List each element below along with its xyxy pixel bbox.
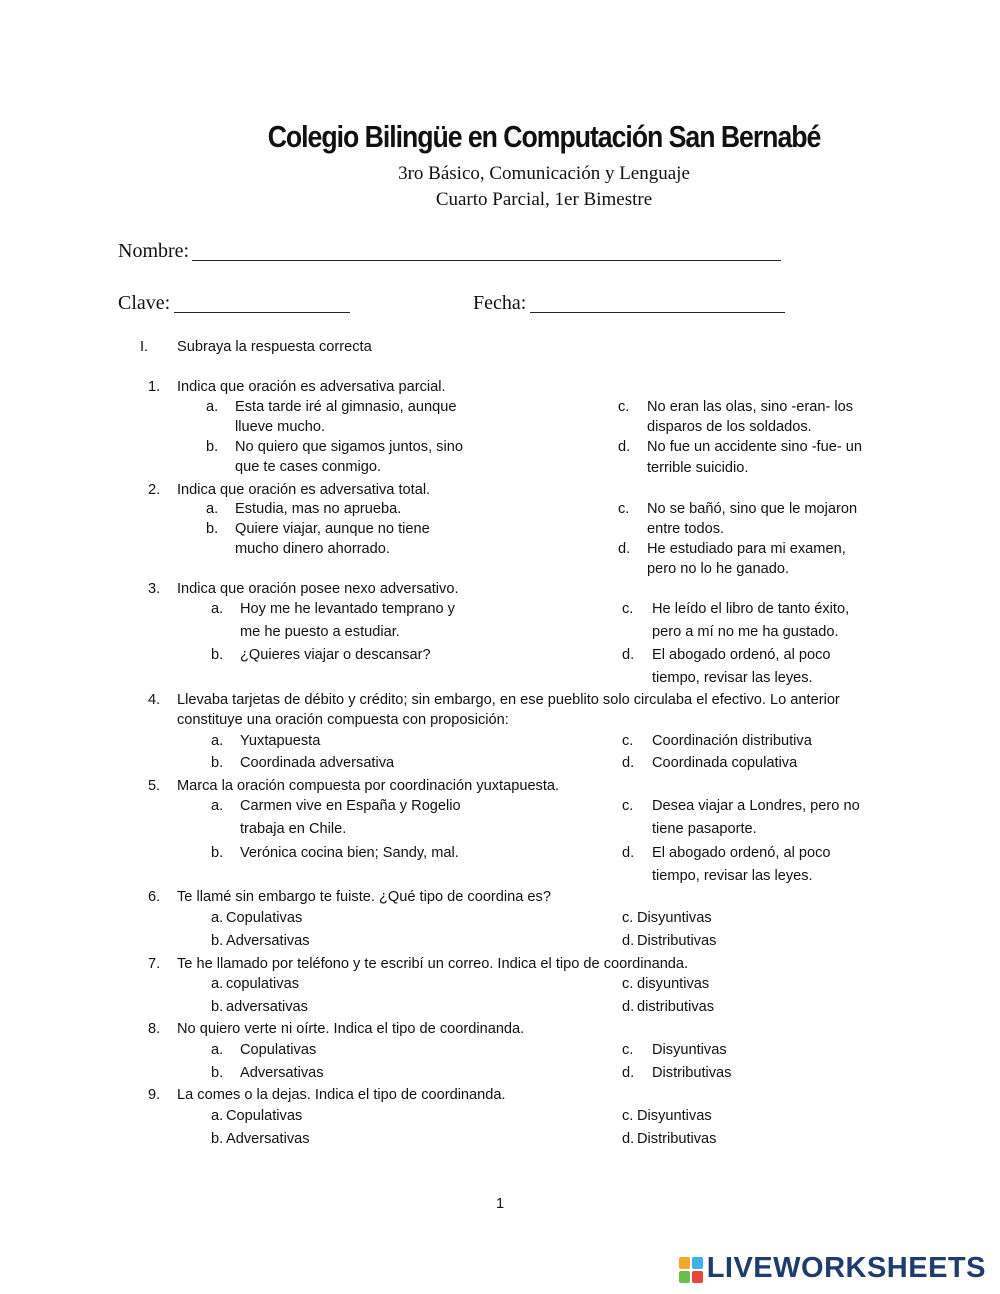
option-text[interactable]: Carmen vive en España y Rogelio	[240, 798, 461, 814]
option-text[interactable]: Distributivas	[637, 1131, 717, 1147]
option-text[interactable]: adversativas	[226, 999, 308, 1015]
option-text[interactable]: tiene pasaporte.	[652, 821, 757, 837]
option-letter[interactable]: d.	[622, 1065, 635, 1081]
option-text[interactable]: No eran las olas, sino -eran- los	[647, 399, 854, 415]
nombre-label: Nombre:	[118, 240, 190, 262]
option-letter[interactable]: b.	[211, 1065, 224, 1081]
option-text[interactable]: Distributivas	[652, 1065, 732, 1081]
option-text[interactable]: Quiere viajar, aunque no tiene	[235, 521, 430, 537]
option-letter[interactable]: b.	[206, 439, 219, 455]
option-text[interactable]: Adversativas	[226, 1131, 310, 1147]
option-text[interactable]: Verónica cocina bien; Sandy, mal.	[240, 845, 459, 861]
option-letter[interactable]: a.	[211, 733, 224, 749]
option-text[interactable]: Distributivas	[637, 933, 717, 949]
option-letter[interactable]: a.	[206, 501, 219, 517]
exam-line: Cuarto Parcial, 1er Bimestre	[435, 189, 653, 210]
option-text[interactable]: Coordinada copulativa	[652, 755, 798, 771]
option-letter[interactable]: d.	[622, 647, 635, 663]
page-number: 1	[496, 1196, 505, 1212]
question-text: No quiero verte ni oírte. Indica el tipo de coordinanda.	[177, 1021, 525, 1037]
question-text: Indica que oración es adversativa total.	[177, 482, 431, 498]
option-text[interactable]: Disyuntivas	[637, 1108, 712, 1124]
option-letter[interactable]: c.	[622, 1108, 634, 1124]
question-number: 7.	[148, 956, 161, 972]
option-text[interactable]: tiempo, revisar las leyes.	[652, 670, 813, 686]
option-text[interactable]: Adversativas	[226, 933, 310, 949]
option-letter[interactable]: d.	[622, 755, 635, 771]
question-text: Indica que oración posee nexo adversativo.	[177, 581, 459, 597]
option-text[interactable]: entre todos.	[647, 521, 725, 537]
option-letter[interactable]: b.	[211, 755, 224, 771]
option-text[interactable]: El abogado ordenó, al poco	[652, 647, 831, 663]
option-text[interactable]: ¿Quieres viajar o descansar?	[240, 647, 431, 663]
question-text: constituye una oración compuesta con proposición:	[177, 712, 509, 728]
liveworksheets-logo	[679, 1252, 986, 1288]
option-letter[interactable]: c.	[618, 399, 630, 415]
option-text[interactable]: Coordinada adversativa	[240, 755, 395, 771]
nombre-field[interactable]	[192, 260, 781, 261]
option-text[interactable]: distributivas	[637, 999, 715, 1015]
option-letter[interactable]: c.	[622, 733, 634, 749]
option-text[interactable]: pero no lo he ganado.	[647, 561, 790, 577]
option-letter[interactable]: d.	[618, 439, 631, 455]
clave-label: Clave:	[118, 292, 171, 314]
option-text[interactable]: Hoy me he levantado temprano y	[240, 601, 455, 617]
question-text: Te he llamado por teléfono y te escribí un correo. Indica el tipo de coordinanda.	[177, 956, 689, 972]
logo-text: LIVEWORKSHEETS	[706, 1252, 986, 1284]
option-text[interactable]: que te cases conmigo.	[235, 459, 382, 475]
option-letter[interactable]: d.	[622, 1131, 635, 1147]
clave-field[interactable]	[174, 312, 350, 313]
option-letter[interactable]: b.	[211, 647, 224, 663]
question-number: 2.	[148, 482, 161, 498]
fecha-field[interactable]	[530, 312, 785, 313]
question-number: 4.	[148, 692, 161, 708]
option-letter[interactable]: d.	[622, 933, 635, 949]
option-letter[interactable]: b.	[211, 845, 224, 861]
option-text[interactable]: tiempo, revisar las leyes.	[652, 868, 813, 884]
option-letter[interactable]: c.	[622, 976, 634, 992]
option-text[interactable]: Adversativas	[240, 1065, 324, 1081]
option-text[interactable]: Esta tarde iré al gimnasio, aunque	[235, 399, 457, 415]
option-letter[interactable]: a.	[211, 1108, 224, 1124]
school-title: Colegio Bilingüe en Computación San Bernabé	[267, 119, 821, 154]
option-text[interactable]: mucho dinero ahorrado.	[235, 541, 390, 557]
option-letter[interactable]: c.	[618, 501, 630, 517]
question-number: 9.	[148, 1087, 161, 1103]
question-text: Te llamé sin embargo te fuiste. ¿Qué tipo de coordina es?	[177, 889, 551, 905]
section-instruction: Subraya la respuesta correcta	[177, 339, 372, 355]
option-text[interactable]: Estudia, mas no aprueba.	[235, 501, 402, 517]
option-text[interactable]: disparos de los soldados.	[647, 419, 812, 435]
question-number: 5.	[148, 778, 161, 794]
option-letter[interactable]: d.	[622, 999, 635, 1015]
option-letter[interactable]: a.	[211, 798, 224, 814]
section-numeral: I.	[140, 339, 149, 355]
option-letter[interactable]: a.	[211, 976, 224, 992]
option-text[interactable]: Copulativas	[226, 1108, 303, 1124]
option-letter[interactable]: b.	[211, 1131, 224, 1147]
option-text[interactable]: No quiero que sigamos juntos, sino	[235, 439, 463, 455]
option-letter[interactable]: c.	[622, 798, 634, 814]
option-letter[interactable]: a.	[206, 399, 219, 415]
option-letter[interactable]: c.	[622, 601, 634, 617]
option-text[interactable]: pero a mí no me ha gustado.	[652, 624, 839, 640]
course-line: 3ro Básico, Comunicación y Lenguaje	[398, 163, 690, 184]
option-text[interactable]: copulativas	[226, 976, 300, 992]
option-text[interactable]: Copulativas	[226, 910, 303, 926]
option-text[interactable]: No fue un accidente sino -fue- un	[647, 439, 862, 455]
option-text[interactable]: Coordinación distributiva	[652, 733, 812, 749]
option-letter[interactable]: b.	[206, 521, 219, 537]
question-number: 8.	[148, 1021, 161, 1037]
option-text[interactable]: Disyuntivas	[637, 910, 712, 926]
option-letter[interactable]: a.	[211, 1042, 224, 1058]
option-text[interactable]: Copulativas	[240, 1042, 317, 1058]
question-text: La comes o la dejas. Indica el tipo de coordinanda.	[177, 1087, 506, 1103]
option-text[interactable]: terrible suicidio.	[647, 460, 749, 476]
option-text[interactable]: He estudiado para mi examen,	[647, 541, 846, 557]
option-text[interactable]: He leído el libro de tanto éxito,	[652, 601, 850, 617]
option-text[interactable]: trabaja en Chile.	[240, 821, 347, 837]
question-number: 3.	[148, 581, 161, 597]
option-letter[interactable]: a.	[211, 601, 224, 617]
option-letter[interactable]: a.	[211, 910, 224, 926]
liveworksheets-logo-icon	[679, 1257, 703, 1288]
option-letter[interactable]: d.	[622, 845, 635, 861]
question-text: Indica que oración es adversativa parcial.	[177, 379, 446, 395]
option-letter[interactable]: b.	[211, 999, 224, 1015]
option-text[interactable]: Yuxtapuesta	[240, 733, 321, 749]
question-text: Marca la oración compuesta por coordinación yuxtapuesta.	[177, 778, 560, 794]
option-letter[interactable]: b.	[211, 933, 224, 949]
option-letter[interactable]: d.	[618, 541, 631, 557]
option-text[interactable]: No se bañó, sino que le mojaron	[647, 501, 858, 517]
question-text: Llevaba tarjetas de débito y crédito; sin embargo, en ese pueblito solo circulaba el efectivo. Lo anterior	[177, 692, 840, 708]
option-text[interactable]: El abogado ordenó, al poco	[652, 845, 831, 861]
option-letter[interactable]: c.	[622, 910, 634, 926]
option-text[interactable]: disyuntivas	[637, 976, 710, 992]
option-text[interactable]: me he puesto a estudiar.	[240, 624, 400, 640]
option-text[interactable]: Desea viajar a Londres, pero no	[652, 798, 860, 814]
question-number: 6.	[148, 889, 161, 905]
option-text[interactable]: llueve mucho.	[235, 419, 326, 435]
fecha-label: Fecha:	[473, 292, 527, 314]
question-number: 1.	[148, 379, 161, 395]
option-letter[interactable]: c.	[622, 1042, 634, 1058]
option-text[interactable]: Disyuntivas	[652, 1042, 727, 1058]
